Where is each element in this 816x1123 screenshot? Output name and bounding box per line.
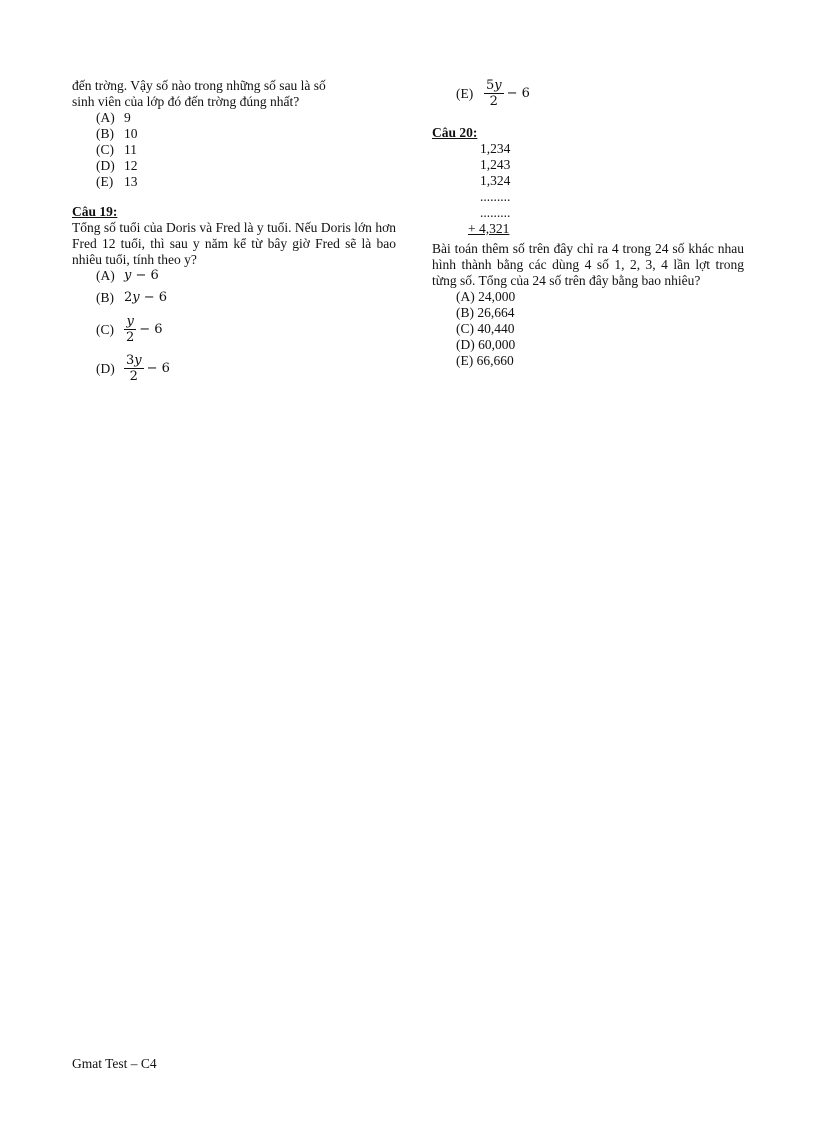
q19-options bbox=[72, 268, 396, 384]
right-column bbox=[432, 78, 744, 369]
page-footer: Gmat Test – C4 bbox=[72, 1056, 157, 1071]
q18-option-d[interactable]: (D) 12 bbox=[96, 158, 138, 173]
q20-number: 1,324 bbox=[480, 173, 511, 188]
q20-number-list bbox=[432, 141, 744, 237]
q20-number: 1,234 bbox=[480, 141, 511, 156]
q19-option-e[interactable]: (E) $\frac{5y}{2}$ − 6 bbox=[456, 78, 530, 109]
q18-option-a[interactable]: (A) 9 bbox=[96, 110, 131, 125]
left-column bbox=[72, 78, 396, 384]
q19-option-c[interactable]: (C) $\frac{y}{2}$ − 6 bbox=[96, 314, 163, 345]
q20-last-number: + 4,321 bbox=[468, 221, 510, 236]
q20-text: Bài toán thêm số trên đây chỉ ra 4 trong 24 số khác nhau hình thành bằng các dùng 4 số 1, 2, 3, 4 lần lợt trong từng số. Tổng của 24 số trên đây bằng bao nhiêu? bbox=[432, 241, 744, 288]
q19-option-a-expr: y − 6 bbox=[124, 268, 159, 283]
q18-options bbox=[72, 110, 396, 190]
q20-option-d[interactable]: (D) 60,000 bbox=[456, 337, 516, 352]
q18-intro-line-1: đến trờng. Vậy số nào trong những số sau là số bbox=[72, 78, 326, 93]
q19-option-a[interactable]: (A) y − 6 bbox=[96, 268, 159, 283]
q20-options bbox=[432, 289, 744, 369]
q20-option-e[interactable]: (E) 66,660 bbox=[456, 353, 514, 368]
q20-ellipsis: ......... bbox=[480, 189, 511, 204]
q20-number: 1,243 bbox=[480, 157, 511, 172]
q19-option-e-expr: $\frac{5y}{2}$ − 6 bbox=[486, 78, 530, 109]
q20-option-b[interactable]: (B) 26,664 bbox=[456, 305, 515, 320]
q18-option-b[interactable]: (B) 10 bbox=[96, 126, 138, 141]
q18-option-e[interactable]: (E) 13 bbox=[96, 174, 138, 189]
q19-option-d[interactable]: (D) $\frac{3y}{2}$ − 6 bbox=[96, 353, 170, 384]
q19-option-b-expr: 2y − 6 bbox=[124, 290, 168, 305]
q20-option-c[interactable]: (C) 40,440 bbox=[456, 321, 515, 336]
q19-option-b[interactable]: (B) 2y − 6 bbox=[96, 290, 168, 305]
q20-option-a[interactable]: (A) 24,000 bbox=[456, 289, 516, 304]
q20-ellipsis: ......... bbox=[480, 205, 511, 220]
q20-heading: Câu 20: bbox=[432, 125, 478, 140]
q19-option-e-wrapper bbox=[432, 78, 744, 109]
q18-option-c[interactable]: (C) 11 bbox=[96, 142, 137, 157]
q19-option-d-expr: $\frac{3y}{2}$ − 6 bbox=[126, 353, 170, 384]
q19-option-c-expr: $\frac{y}{2}$ − 6 bbox=[126, 314, 163, 345]
q19-heading: Câu 19: bbox=[72, 204, 118, 219]
q19-text: Tổng số tuổi của Doris và Fred là y tuổi. Nếu Doris lớn hơn Fred 12 tuổi, thì sau y năm kể từ bây giờ Fred sẽ là bao nhiêu tuổi, tính theo y? bbox=[72, 220, 396, 267]
q18-intro-line-2: sinh viên của lớp đó đến trờng đúng nhất? bbox=[72, 94, 300, 109]
